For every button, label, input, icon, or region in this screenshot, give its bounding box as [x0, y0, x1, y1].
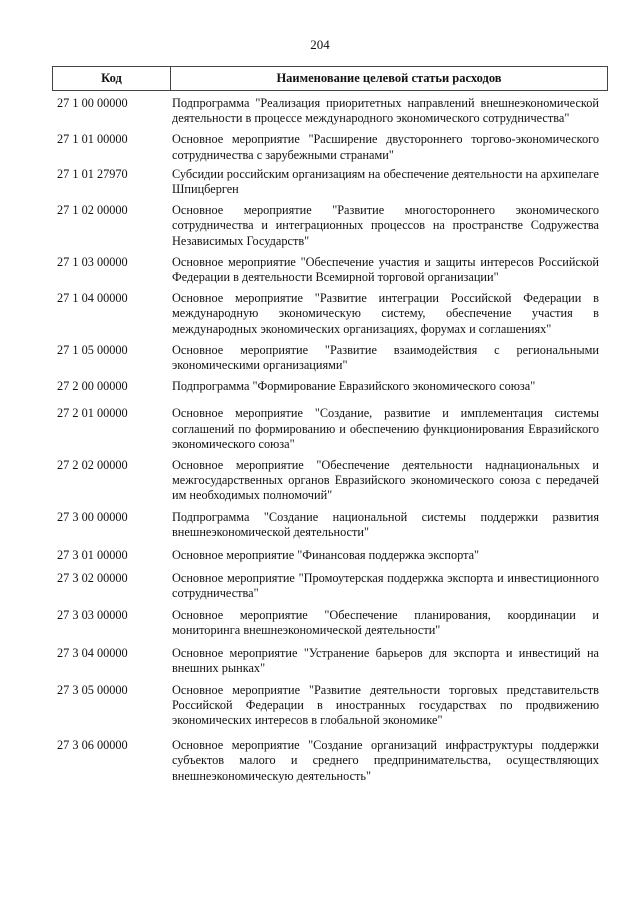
- table-row: [52, 379, 608, 394]
- row-code: 27 1 00 00000: [57, 96, 128, 110]
- row-code: 27 3 03 00000: [57, 607, 128, 622]
- table-row: [52, 203, 608, 249]
- row-code: 27 3 05 00000: [57, 682, 128, 697]
- row-code: 27 2 02 00000: [57, 458, 128, 473]
- table-row: [52, 738, 608, 784]
- table-row: [52, 683, 608, 729]
- row-name: Основное мероприятие "Развитие взаимодействия с региональными экономическими организациями": [172, 342, 599, 373]
- table-header: [52, 66, 608, 91]
- row-code: 27 1 01 00000: [57, 132, 128, 147]
- column-header-code: Код: [53, 67, 171, 90]
- row-code: 27 3 00 00000: [57, 509, 128, 524]
- table-row: [52, 510, 608, 540]
- row-name: Основное мероприятие "Развитие деятельности торговых представительств Российской Федерации в иностранных государствах по продвижению экономических интересов в глобальной экономике": [172, 682, 599, 727]
- row-name: Основное мероприятие "Обеспечение планирования, координации и мониторинга внешнеэкономической деятельности": [172, 607, 599, 637]
- table-row: [52, 167, 608, 197]
- row-name: Подпрограмма "Реализация приоритетных направлений внешнеэкономической деятельности в процессе международного экономического сотрудничества": [172, 96, 599, 126]
- row-name: Основное мероприятие "Развитие интеграции Российской Федерации в международную экономическую систему, обеспечение участия в международных экономических организациях, форумах и соглашениях": [172, 291, 599, 336]
- budget-table: [52, 66, 608, 784]
- table-row: [52, 646, 608, 676]
- table-row: [52, 406, 608, 452]
- row-code: 27 3 04 00000: [57, 646, 128, 661]
- row-code: 27 2 01 00000: [57, 406, 128, 421]
- row-code: 27 1 05 00000: [57, 342, 128, 357]
- row-name: Основное мероприятие "Обеспечение деятельности наднациональных и межгосударственных органов Евразийского экономического союза с передачей им необходимых полномочий": [172, 458, 599, 503]
- row-code: 27 3 02 00000: [57, 571, 128, 586]
- row-code: 27 1 04 00000: [57, 291, 128, 306]
- row-name: Основное мероприятие "Финансовая поддержка экспорта": [172, 548, 480, 563]
- row-name: Основное мероприятие "Создание, развитие и имплементация системы соглашений по формированию и обеспечению функционирования Евразийского экономического союза": [172, 406, 599, 451]
- table-body: [52, 96, 608, 784]
- row-name: Основное мероприятие "Устранение барьеров для экспорта и инвестиций на внешних рынках": [172, 646, 599, 676]
- row-code: 27 1 02 00000: [57, 203, 128, 218]
- row-code: 27 3 01 00000: [57, 548, 128, 563]
- row-name: Основное мероприятие "Расширение двустороннего торгово-экономического сотрудничества с зарубежными странами": [172, 132, 599, 162]
- row-name: Подпрограмма "Формирование Евразийского экономического союза": [172, 379, 536, 394]
- page-number: 204: [310, 37, 330, 52]
- row-name: Основное мероприятие "Развитие многостороннего экономического сотрудничества и интеграционных процессов на пространстве Содружества Независимых Государств": [172, 203, 599, 248]
- table-row: [52, 458, 608, 504]
- row-name: Подпрограмма "Создание национальной системы поддержки развития внешнеэкономической деятельности": [172, 509, 599, 539]
- table-row: [52, 571, 608, 601]
- table-row: [52, 96, 608, 126]
- row-name: Основное мероприятие "Промоутерская поддержка экспорта и инвестиционного сотрудничества": [172, 571, 599, 601]
- row-name: Основное мероприятие "Обеспечение участия и защиты интересов Российской Федерации в деятельности Всемирной торговой организации": [172, 254, 599, 285]
- row-code: 27 2 00 00000: [57, 379, 128, 394]
- column-header-name: Наименование целевой статьи расходов: [276, 71, 502, 85]
- row-name: Основное мероприятие "Создание организаций инфраструктуры поддержки субъектов малого и среднего предпринимательства, осуществляющих внешнеэкономическую деятельность": [172, 738, 599, 783]
- row-name: Субсидии российским организациям на обеспечение деятельности на архипелаге Шпицберген: [172, 166, 599, 197]
- table-row: [52, 343, 608, 373]
- table-row: [52, 255, 608, 285]
- table-row: [52, 548, 608, 563]
- row-code: 27 3 06 00000: [57, 738, 128, 753]
- table-row: [52, 132, 608, 162]
- table-row: [52, 608, 608, 638]
- row-code: 27 1 03 00000: [57, 254, 128, 269]
- table-row: [52, 291, 608, 337]
- row-code: 27 1 01 27970: [57, 166, 128, 181]
